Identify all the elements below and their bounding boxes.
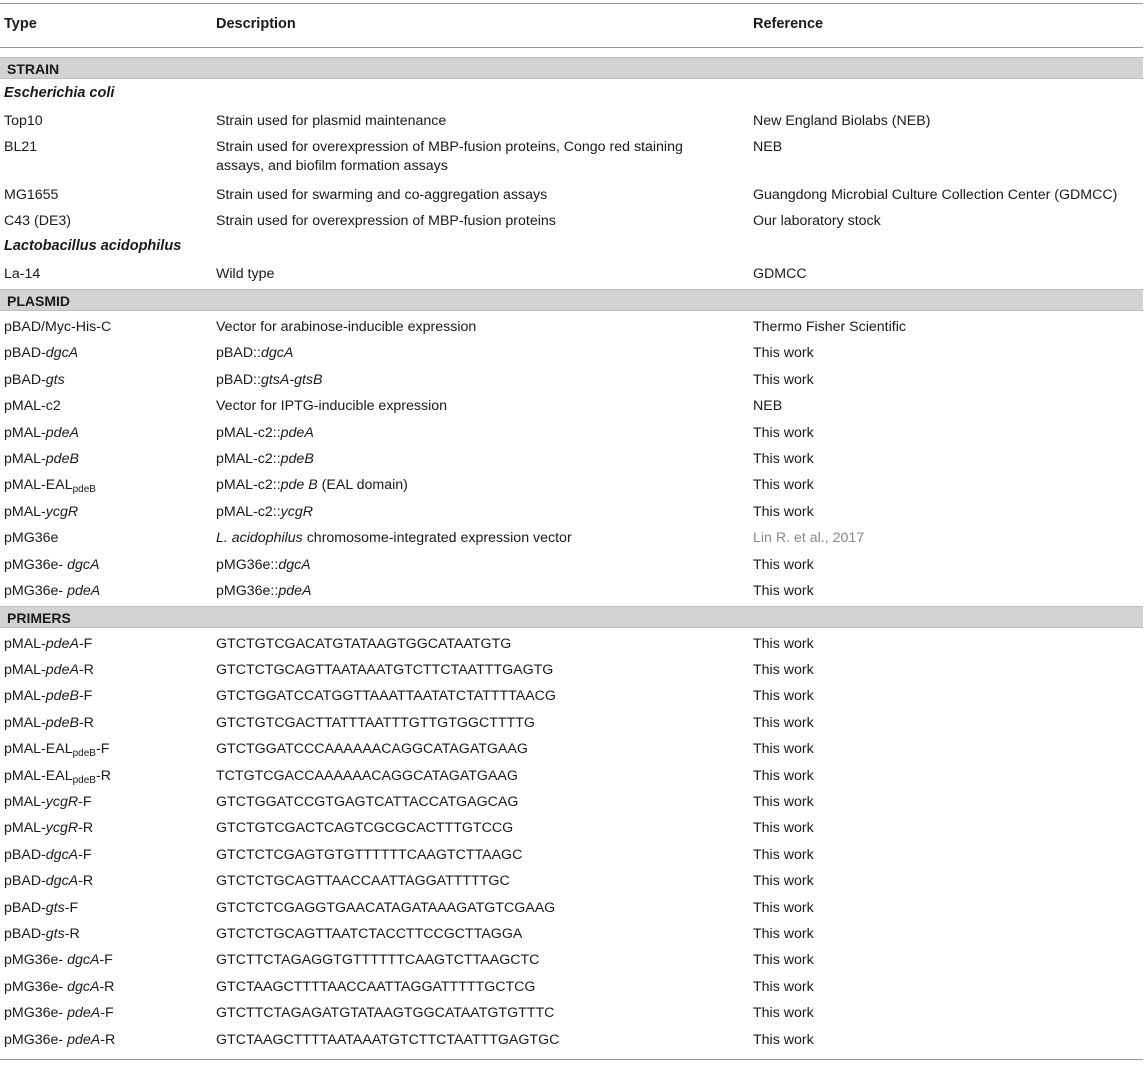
type-gene: pdeA bbox=[45, 661, 79, 678]
type-text: pBAD- bbox=[4, 873, 46, 890]
type-suffix: -R bbox=[78, 661, 94, 678]
type-text: pBAD- bbox=[4, 899, 46, 916]
header-reference: Reference bbox=[753, 16, 824, 32]
type-text: pMG36e bbox=[4, 530, 59, 547]
cell-sequence: GTCTGTCGACTTATTTAATTTGTTGTGGCTTTTG bbox=[216, 714, 535, 731]
cell-sequence: GTCTGGATCCCAAAAAACAGGCATAGATGAAG bbox=[216, 741, 528, 758]
cell-reference: This work bbox=[753, 899, 814, 916]
description-text: pMAL-c2:: bbox=[216, 477, 281, 494]
description-text: pMAL-c2:: bbox=[216, 424, 281, 441]
cell-type bbox=[4, 819, 93, 838]
description-text: pMG36e:: bbox=[216, 583, 279, 599]
type-gene: pdeA bbox=[67, 1031, 101, 1048]
section-primers bbox=[0, 606, 1143, 628]
cell-description bbox=[216, 582, 686, 601]
type-suffix: -F bbox=[78, 793, 92, 810]
cell-reference: This work bbox=[753, 978, 814, 995]
section-strain-label: STRAIN bbox=[7, 61, 60, 77]
cell-type: MG1655 bbox=[4, 187, 59, 203]
cell-reference: This work bbox=[753, 793, 814, 810]
type-gene: pdeB bbox=[45, 714, 79, 731]
type-gene: dgcA bbox=[45, 846, 79, 863]
header-description: Description bbox=[216, 16, 296, 32]
table-bottom-rule bbox=[0, 1059, 1143, 1060]
type-text: pBAD- bbox=[4, 371, 46, 388]
type-suffix: -F bbox=[64, 899, 79, 916]
cell-reference: This work bbox=[753, 661, 814, 678]
type-subscript: pdeB bbox=[72, 774, 96, 786]
cell-reference: NEB bbox=[753, 398, 783, 415]
cell-sequence: GTCTCTGCAGTTAATCTACCTTCCGCTTAGGA bbox=[216, 925, 523, 942]
table-header bbox=[0, 4, 1143, 48]
cell-reference: This work bbox=[753, 952, 814, 969]
cell-type bbox=[4, 767, 111, 786]
cell-description: Strain used for plasmid maintenance bbox=[216, 113, 447, 129]
cell-reference: This work bbox=[753, 371, 814, 388]
cell-type bbox=[4, 687, 92, 706]
type-gene: dgcA bbox=[67, 978, 100, 995]
cell-type: Top10 bbox=[4, 113, 43, 129]
cell-reference: This work bbox=[753, 556, 814, 573]
cell-reference: This work bbox=[753, 1005, 814, 1022]
cell-reference: This work bbox=[753, 714, 814, 731]
cell-reference: GDMCC bbox=[753, 266, 807, 282]
description-text: pMAL-c2:: bbox=[216, 503, 281, 520]
cell-sequence: GTCTCTGCAGTTAACCAATTAGGATTTTTGC bbox=[216, 873, 510, 890]
type-gene: pdeA bbox=[67, 1005, 101, 1022]
cell-description bbox=[216, 450, 686, 469]
header-type: Type bbox=[4, 16, 37, 32]
type-text: pBAD- bbox=[4, 846, 46, 863]
cell-reference: This work bbox=[753, 688, 814, 705]
cell-type bbox=[4, 740, 109, 759]
cell-reference: This work bbox=[753, 583, 814, 599]
cell-reference: This work bbox=[753, 451, 814, 467]
type-text: pMAL-c2 bbox=[4, 398, 61, 415]
cell-reference: This work bbox=[753, 503, 814, 520]
type-gene: dgcA bbox=[67, 556, 100, 573]
cell-type bbox=[4, 424, 79, 443]
cell-sequence: TCTGTCGACCAAAAAACAGGCATAGATGAAG bbox=[216, 767, 518, 784]
type-text: pMAL- bbox=[4, 451, 46, 467]
cell-reference: This work bbox=[753, 925, 814, 942]
type-gene: pdeA bbox=[45, 424, 79, 441]
cell-sequence: GTCTCTCGAGGTGAACATAGATAAAGATGTCGAAG bbox=[216, 899, 556, 916]
section-plasmid-label: PLASMID bbox=[7, 293, 70, 309]
type-suffix: -F bbox=[78, 635, 93, 652]
cell-type bbox=[4, 793, 92, 812]
section-primers-label: PRIMERS bbox=[7, 610, 71, 626]
cell-sequence: GTCTAAGCTTTTAATAAATGTCTTCTAATTTGAGTGC bbox=[216, 1031, 560, 1048]
description-text: pBAD:: bbox=[216, 371, 261, 388]
type-text: pBAD- bbox=[4, 925, 46, 942]
type-gene: dgcA bbox=[67, 952, 100, 969]
cell-description bbox=[216, 529, 686, 548]
cell-type bbox=[4, 397, 61, 416]
cell-type bbox=[4, 476, 96, 495]
cell-type bbox=[4, 556, 99, 575]
type-text: pMAL- bbox=[4, 714, 46, 731]
cell-type bbox=[4, 1031, 115, 1050]
type-text: pMG36e- bbox=[4, 583, 68, 599]
cell-sequence: GTCTGGATCCATGGTTAAATTAATATCTATTTTAACG bbox=[216, 688, 556, 705]
cell-type bbox=[4, 714, 94, 733]
type-text: pMG36e- bbox=[4, 978, 68, 995]
cell-type bbox=[4, 371, 65, 390]
cell-description bbox=[216, 371, 686, 390]
cell-type bbox=[4, 846, 92, 865]
cell-type bbox=[4, 661, 94, 680]
type-gene: ycgR bbox=[45, 793, 79, 810]
type-text: pMG36e- bbox=[4, 1005, 68, 1022]
cell-type bbox=[4, 925, 80, 944]
type-gene: dgcA bbox=[45, 873, 79, 890]
group-ecoli: Escherichia coli bbox=[4, 85, 115, 101]
type-suffix: -R bbox=[78, 873, 94, 890]
description-suffix: chromosome-integrated expression vector bbox=[302, 530, 572, 547]
type-suffix: -F bbox=[99, 952, 113, 969]
cell-description: Strain used for swarming and co-aggregation assays bbox=[216, 187, 548, 203]
description-text: Vector for IPTG-inducible expression bbox=[216, 398, 448, 415]
cell-type bbox=[4, 318, 111, 337]
cell-type bbox=[4, 1004, 114, 1023]
cell-sequence: GTCTGTCGACTCAGTCGCGCACTTTGTCCG bbox=[216, 820, 514, 837]
cell-description: Strain used for overexpression of MBP-fusion proteins, Congo red staining assays, and biofilm formation assays bbox=[216, 139, 683, 174]
section-plasmid bbox=[0, 289, 1143, 311]
type-suffix: -R bbox=[64, 925, 80, 942]
reference-citation-link[interactable]: Lin R. et al., 2017 bbox=[753, 530, 865, 547]
cell-type: La-14 bbox=[4, 266, 41, 282]
type-gene: gts bbox=[45, 899, 65, 916]
cell-description bbox=[216, 556, 686, 575]
cell-reference: This work bbox=[753, 846, 814, 863]
cell-type: C43 (DE3) bbox=[4, 213, 72, 229]
type-text: pBAD- bbox=[4, 345, 46, 362]
description-gene: gtsA-gtsB bbox=[260, 371, 323, 388]
type-text: pMAL- bbox=[4, 424, 46, 441]
description-text: pBAD:: bbox=[216, 345, 261, 362]
description-gene: pdeA bbox=[278, 583, 312, 599]
type-suffix: -R bbox=[99, 978, 115, 995]
cell-type bbox=[4, 635, 92, 654]
description-gene: pde B bbox=[280, 477, 318, 494]
type-gene: gts bbox=[45, 371, 65, 388]
type-gene: pdeB bbox=[45, 688, 79, 705]
cell-description bbox=[216, 476, 686, 495]
group-lacto: Lactobacillus acidophilus bbox=[4, 238, 182, 254]
type-gene: pdeB bbox=[45, 451, 79, 467]
type-suffix: -R bbox=[95, 767, 111, 784]
type-text: pMAL-EAL bbox=[4, 477, 73, 494]
cell-sequence: GTCTTCTAGAGGTGTTTTTTCAAGTCTTAAGCTC bbox=[216, 952, 540, 969]
type-gene: ycgR bbox=[45, 503, 79, 520]
cell-reference: This work bbox=[753, 1031, 814, 1048]
cell-type bbox=[4, 503, 78, 522]
cell-description bbox=[216, 318, 686, 337]
cell-sequence: GTCTAAGCTTTTAACCAATTAGGATTTTTGCTCG bbox=[216, 978, 536, 995]
description-gene: ycgR bbox=[280, 503, 313, 520]
cell-type bbox=[4, 872, 93, 891]
cell-type bbox=[4, 450, 79, 469]
cell-reference: NEB bbox=[753, 139, 783, 155]
cell-reference: Thermo Fisher Scientific bbox=[753, 319, 906, 335]
cell-type bbox=[4, 978, 114, 997]
description-gene: dgcA bbox=[260, 345, 294, 362]
type-subscript: pdeB bbox=[72, 484, 96, 496]
cell-sequence: GTCTCTGCAGTTAATAAATGTCTTCTAATTTGAGTG bbox=[216, 661, 554, 678]
cell-description bbox=[216, 397, 686, 416]
type-suffix: -F bbox=[100, 1005, 114, 1022]
description-gene: pdeB bbox=[280, 451, 314, 467]
type-gene: dgcA bbox=[45, 345, 79, 362]
description-text: pMAL-c2:: bbox=[216, 451, 281, 467]
type-suffix: -F bbox=[78, 688, 93, 705]
type-suffix: -F bbox=[95, 741, 110, 758]
type-gene: gts bbox=[45, 925, 65, 942]
type-suffix: -F bbox=[78, 846, 92, 863]
cell-description: Wild type bbox=[216, 266, 275, 282]
description-text: Vector for arabinose-inducible expression bbox=[216, 319, 477, 335]
type-text: pBAD/Myc-His-C bbox=[4, 319, 112, 335]
section-strain bbox=[0, 57, 1143, 79]
type-text: pMG36e- bbox=[4, 1031, 68, 1048]
cell-description bbox=[216, 344, 686, 363]
description-suffix: (EAL domain) bbox=[317, 477, 408, 494]
cell-reference: This work bbox=[753, 424, 814, 441]
type-suffix: -R bbox=[78, 820, 94, 837]
cell-sequence: GTCTCTCGAGTGTGTTTTTTCAAGTCTTAAGC bbox=[216, 846, 523, 863]
type-text: pMAL- bbox=[4, 688, 46, 705]
cell-reference: This work bbox=[753, 741, 814, 758]
cell-reference: This work bbox=[753, 345, 814, 362]
description-gene: pdeA bbox=[280, 424, 314, 441]
type-suffix: -R bbox=[100, 1031, 116, 1048]
type-suffix: -R bbox=[78, 714, 94, 731]
cell-sequence: GTCTTCTAGAGATGTATAAGTGGCATAATGTGTTTC bbox=[216, 1005, 555, 1022]
type-subscript: pdeB bbox=[72, 748, 96, 760]
cell-description bbox=[216, 424, 686, 443]
cell-reference: This work bbox=[753, 635, 814, 652]
type-text: pMG36e- bbox=[4, 952, 68, 969]
type-gene: ycgR bbox=[45, 820, 79, 837]
cell-type bbox=[4, 529, 58, 548]
type-gene: pdeA bbox=[45, 635, 79, 652]
cell-type bbox=[4, 344, 78, 363]
type-gene: pdeA bbox=[67, 583, 101, 599]
type-text: pMAL- bbox=[4, 635, 46, 652]
description-gene: dgcA bbox=[278, 556, 311, 573]
cell-reference: Guangdong Microbial Culture Collection Center (GDMCC) bbox=[753, 187, 1118, 203]
description-text: pMG36e:: bbox=[216, 556, 279, 573]
cell-reference: Our laboratory stock bbox=[753, 213, 881, 229]
type-text: pMAL-EAL bbox=[4, 741, 73, 758]
type-text: pMG36e- bbox=[4, 556, 68, 573]
type-text: pMAL- bbox=[4, 820, 46, 837]
description-gene: L. acidophilus bbox=[216, 530, 303, 547]
type-text: pMAL-EAL bbox=[4, 767, 73, 784]
cell-type: BL21 bbox=[4, 139, 38, 155]
cell-type bbox=[4, 899, 78, 918]
cell-reference: New England Biolabs (NEB) bbox=[753, 113, 931, 129]
cell-reference: This work bbox=[753, 767, 814, 784]
cell-reference: This work bbox=[753, 873, 814, 890]
cell-type bbox=[4, 951, 113, 970]
cell-description bbox=[216, 503, 686, 522]
cell-sequence: GTCTGGATCCGTGAGTCATTACCATGAGCAG bbox=[216, 793, 519, 810]
cell-reference: This work bbox=[753, 820, 814, 837]
type-text: pMAL- bbox=[4, 661, 46, 678]
cell-type bbox=[4, 582, 100, 601]
cell-reference: This work bbox=[753, 477, 814, 494]
type-text: pMAL- bbox=[4, 503, 46, 520]
cell-description: Strain used for overexpression of MBP-fusion proteins bbox=[216, 213, 556, 229]
cell-sequence: GTCTGTCGACATGTATAAGTGGCATAATGTG bbox=[216, 635, 512, 652]
type-text: pMAL- bbox=[4, 793, 46, 810]
